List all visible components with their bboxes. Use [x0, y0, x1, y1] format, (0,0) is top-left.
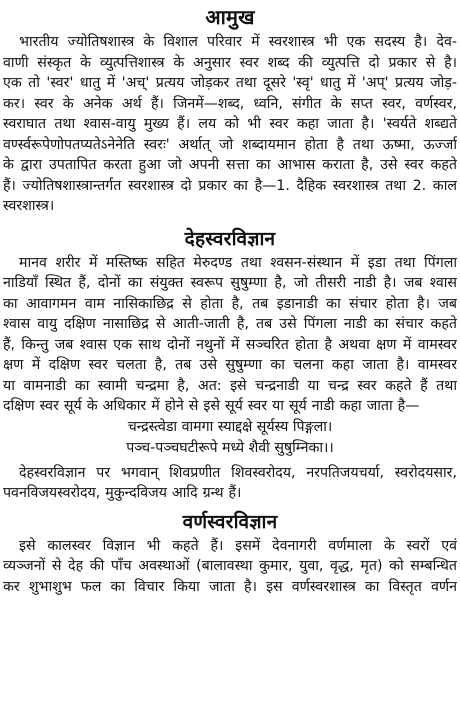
text-line: देहस्वरविज्ञान पर भगवान् शिवप्रणीत शिवस्वरोदय, नरपतिजयचर्या, स्वरोदयसार, [19, 464, 457, 481]
page-title: आमुख [205, 5, 255, 29]
text-line: नाडियाँ स्थित हैं, दोनों का संयुक्त स्वरूप सुषुम्णा है, जो तीसरी नाडी है। जब श्वास [3, 275, 457, 291]
section-heading-varnaswar: वर्णस्वरविज्ञान [182, 510, 278, 533]
preface-paragraph [3, 32, 457, 217]
text-line: या वामनाडी का स्वामी चन्द्रमा है, अत: इसे चन्द्रनाडी या चन्द्र स्वर कहते हैं तथा [3, 377, 457, 394]
text-line: स्वरशास्त्र। [3, 198, 55, 214]
text-line: इसे कालस्वर विज्ञान भी कहते हैं। इसमें देवनागरी वर्णमाला के स्वरों एवं [19, 537, 457, 554]
section-heading-dehaswar: देहस्वरविज्ञान [184, 227, 276, 250]
text-line: के द्वारा उपतापित करता हुआ जो अपनी सत्ता का आभास कराता है, उसे स्वर कहते [3, 157, 457, 173]
text-line: मानव शरीर में मस्तिष्क सहित मेरुदण्ड तथा श्वसन-संस्थान में इडा तथा पिंगला [19, 254, 457, 271]
text-line: व्यञ्जनों से देह की पाँच अवस्थाओं (बालावस्था कुमार, युवा, वृद्ध, मृत) को सम्बन्धित [3, 558, 457, 574]
text-line: पवनविजयस्वरोदय, मुकुन्दविजय आदि ग्रन्थ हैं। [3, 485, 242, 501]
text-line: वाणी संस्कृत के व्युत्पत्तिशास्त्र के अनुसार स्वर शब्द की व्युत्पत्ति दो प्रकार से है। [3, 54, 457, 71]
dehaswar-paragraph [3, 253, 457, 417]
varnaswar-paragraph [3, 536, 457, 598]
text-line: भारतीय ज्योतिषशास्त्र के विशाल परिवार में स्वरशास्त्र भी एक सदस्य है। देव- [19, 34, 457, 50]
text-line: हैं। ज्योतिषशास्त्रान्तर्गत स्वरशास्त्र दो प्रकार का है—1. दैहिक स्वरशास्त्र तथा 2. काल [3, 177, 457, 194]
text-line: श्वास वायु दक्षिण नासाछिद्र से आती-जाती है, तब उसे पिंगला नाडी का संचार कहते [3, 316, 457, 332]
text-line: का आवागमन वाम नासिकाछिद्र से होता है, तब इडानाडी का संचार होता है। जब [3, 295, 457, 312]
text-line: क्षण में दक्षिण स्वर चलता है, तब उसे सुषुम्णा का चलना कहा जाता है। वामस्वर [3, 357, 457, 373]
verse-line: पञ्च-पञ्चघटीरूपे मध्ये शैवी सुषुम्निका।। [126, 439, 334, 456]
text-line: स्वराघात तथा श्वास-वायु मुख्य हैं। लय को भी स्वर कहा जाता है। 'स्वर्यते शब्द्यते [3, 116, 457, 132]
text-line: वर्ण्स्वरूपेणोपतप्यतेऽनेनेति स्वरः' अर्थात् जो शब्दायमान होता है तथा ऊष्मा, ऊर्ज्जा [3, 136, 457, 153]
text-line: एक तो 'स्वर' धातु में 'अच्' प्रत्यय जोड़कर तथा दूसरे 'स्वृ' धातु में 'अप्' प्रत्यय जोड़- [3, 75, 457, 91]
verse-line: चन्द्रस्त्वेडा वामगा स्याद्दक्षे सूर्यस्य पिङ्गला। [127, 418, 333, 435]
text-line: हैं, किन्तु जब श्वास एक साथ दोनों नथुनों में सञ्चरित होता है अथवा क्षण में वामस्वर [3, 336, 457, 353]
text-line: कर। स्वर के अनेक अर्थ हैं। जिनमें—शब्द, ध्वनि, संगीत के सप्त स्वर, वर्णस्वर, [3, 95, 457, 112]
texts-paragraph [3, 463, 457, 504]
text-line: कर शुभाशुभ फल का विचार किया जाता है। इस वर्णस्वरशास्त्र का विस्तृत वर्णन [3, 578, 457, 595]
text-line: दक्षिण स्वर सूर्य के अधिकार में होने से इसे सूर्य स्वर या सूर्य नाडी कहा जाता है— [3, 398, 420, 414]
